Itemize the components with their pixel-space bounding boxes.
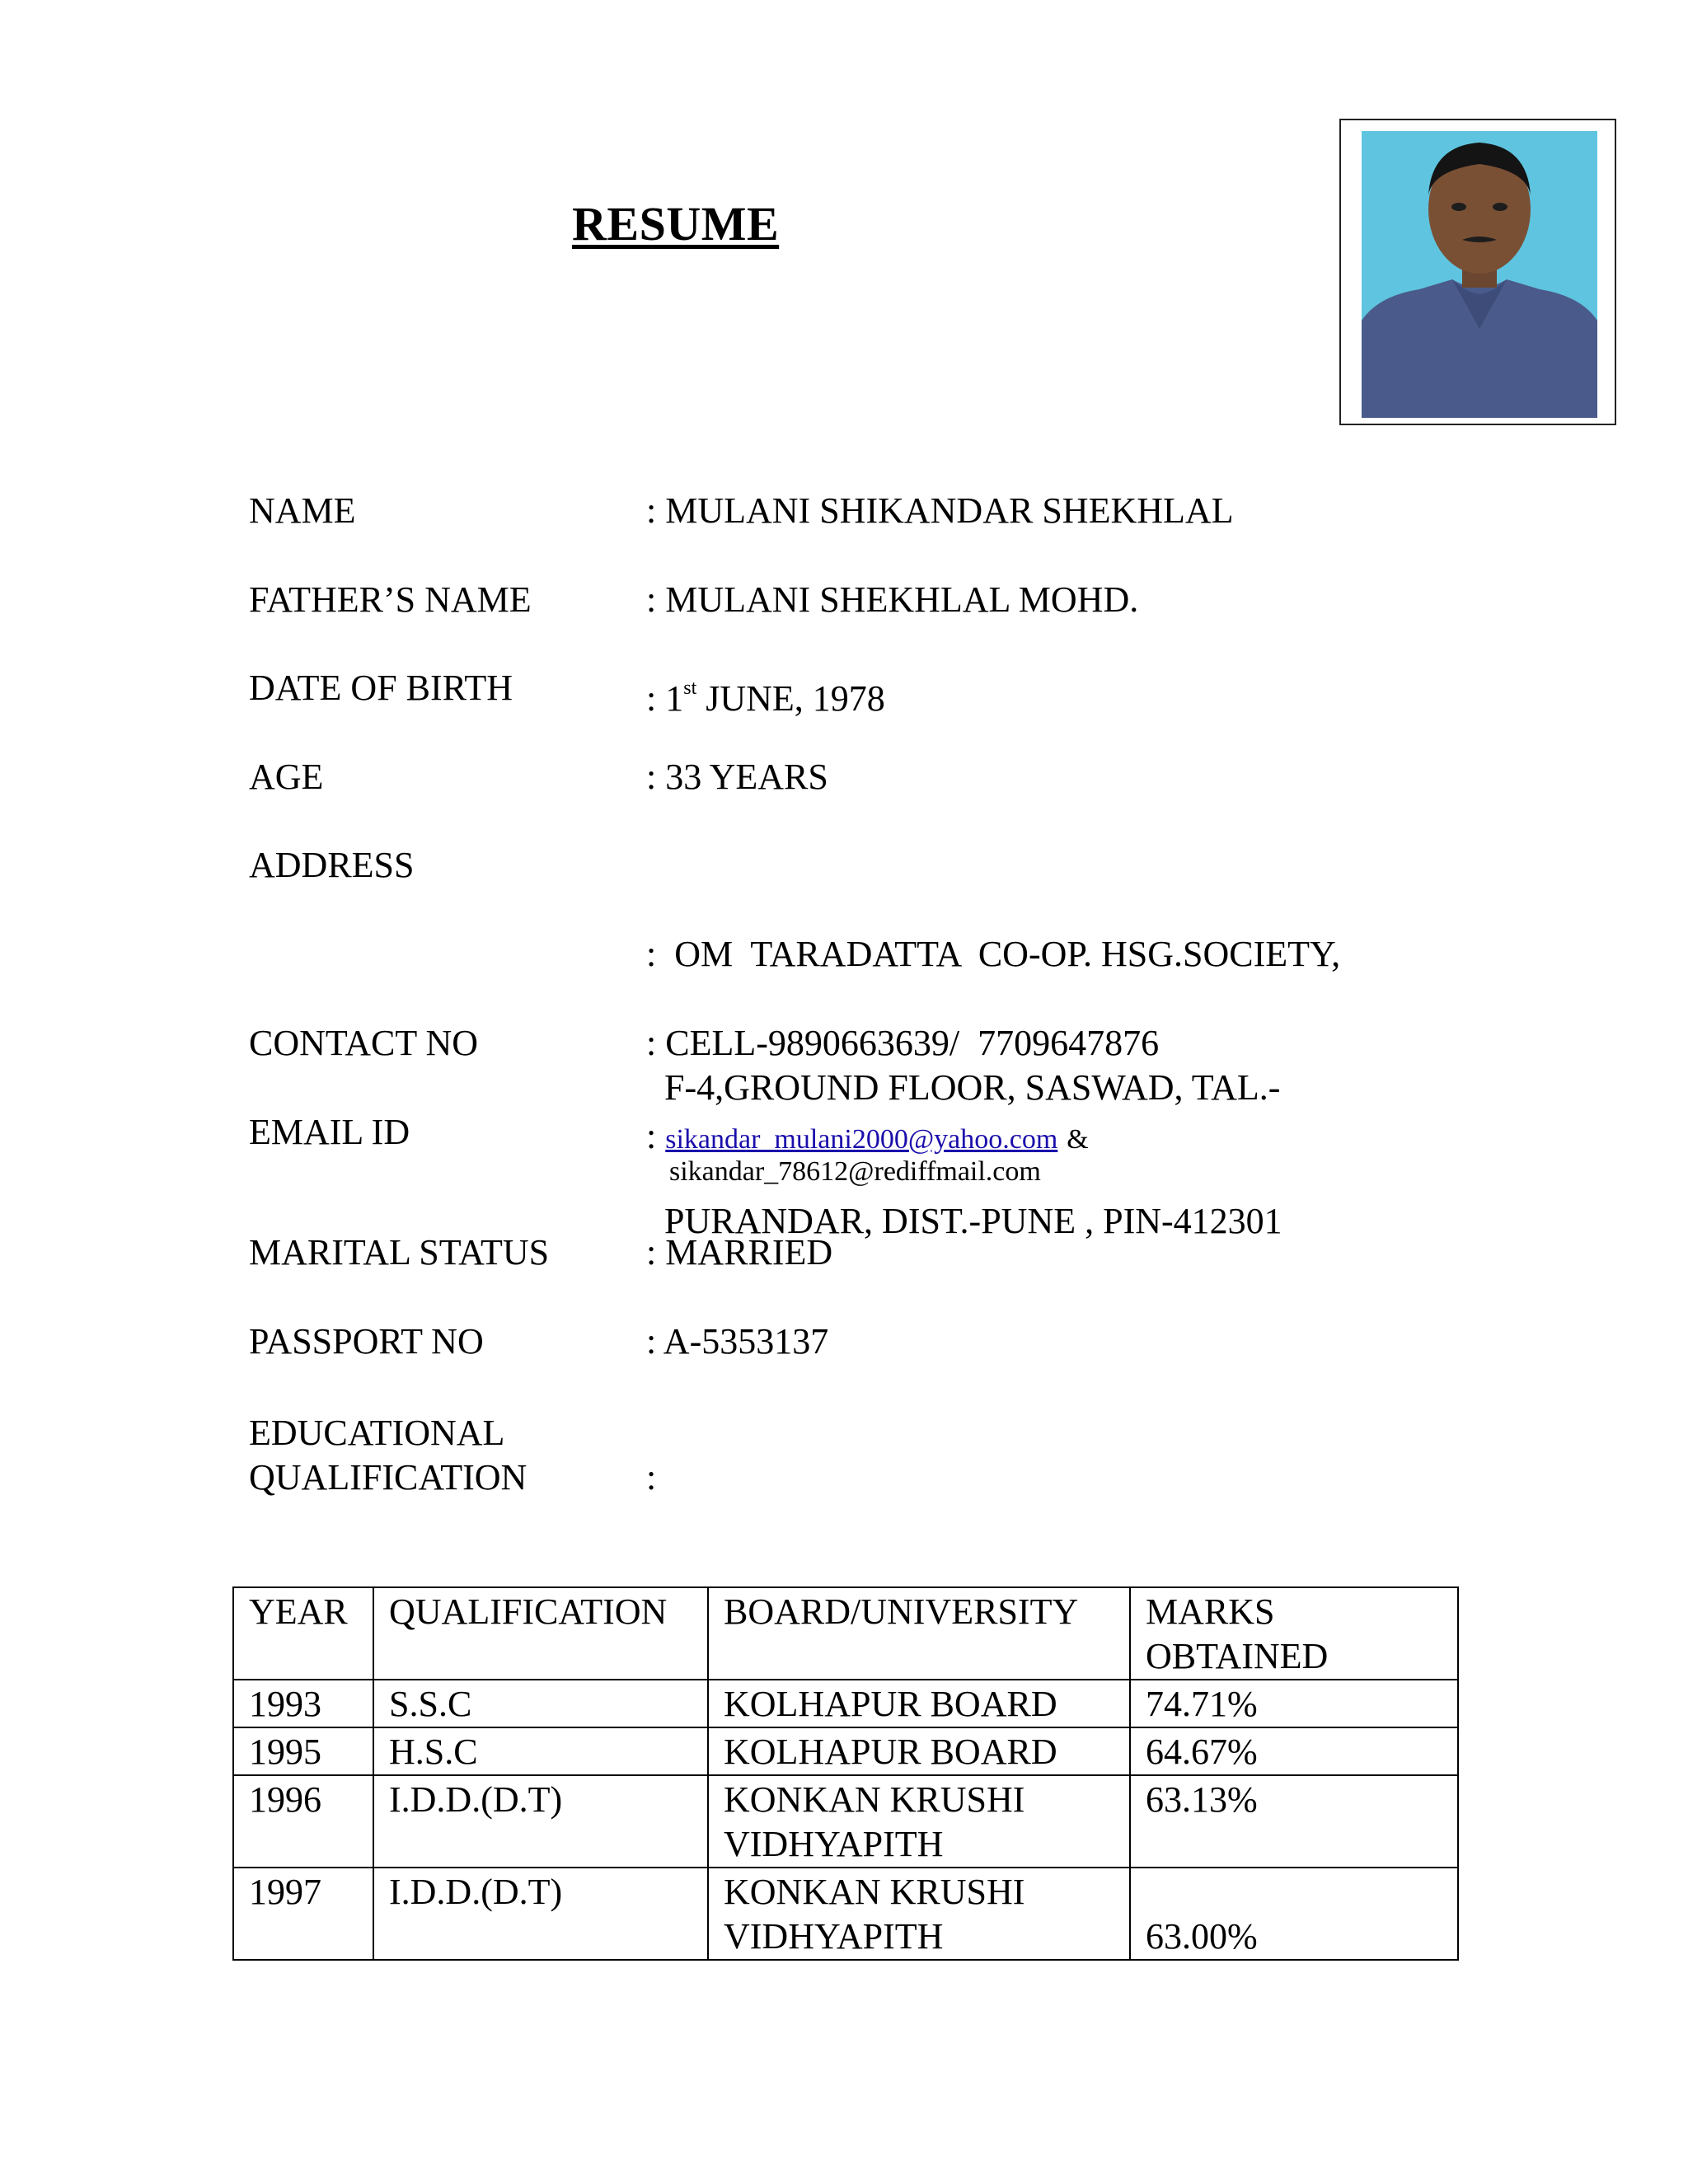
cell-board-line-1: KONKAN KRUSHI xyxy=(724,1872,1025,1912)
table-header-row xyxy=(233,1587,1458,1680)
address-line-2: F-4,GROUND FLOOR, SASWAD, TAL.- xyxy=(646,1067,1281,1108)
header-year: YEAR xyxy=(233,1587,373,1680)
email-label: EMAIL ID xyxy=(249,1112,410,1152)
contact-label: CONTACT NO xyxy=(249,1023,479,1063)
email-ampersand: & xyxy=(1067,1124,1089,1155)
address-line-3: PURANDAR, DIST.-PUNE , PIN-412301 xyxy=(646,1201,1282,1241)
address-value xyxy=(646,843,1340,1288)
cell-year: 1995 xyxy=(233,1727,373,1775)
table-row xyxy=(233,1775,1458,1868)
marital-status-label: MARITAL STATUS xyxy=(249,1232,550,1272)
marital-status-value: : MARRIED xyxy=(646,1232,833,1272)
email-colon: : xyxy=(646,1116,657,1156)
cell-board-line-2: VIDHYAPITH xyxy=(724,1916,944,1957)
email-secondary: sikandar_78612@rediffmail.com xyxy=(669,1156,1041,1187)
profile-photo xyxy=(1362,131,1597,418)
header-board: BOARD/UNIVERSITY xyxy=(708,1587,1130,1680)
age-label: AGE xyxy=(249,757,324,797)
cell-marks: 63.13% xyxy=(1130,1775,1458,1868)
cell-board-line-2: VIDHYAPITH xyxy=(724,1824,944,1864)
cell-year: 1993 xyxy=(233,1680,373,1727)
age-value: : 33 YEARS xyxy=(646,757,828,797)
cell-board xyxy=(708,1775,1130,1868)
father-name-label: FATHER’S NAME xyxy=(249,579,532,620)
header-qualification: QUALIFICATION xyxy=(373,1587,708,1680)
dob-value-suffix: JUNE, 1978 xyxy=(696,678,885,719)
email-link-primary[interactable]: sikandar_mulani2000@yahoo.com xyxy=(665,1124,1058,1155)
table-row xyxy=(233,1868,1458,1960)
header-marks-line-2: OBTAINED xyxy=(1146,1636,1329,1676)
cell-qualification: I.D.D.(D.T) xyxy=(373,1775,708,1868)
cell-board xyxy=(708,1868,1130,1960)
passport-label: PASSPORT NO xyxy=(249,1321,484,1361)
address-label: ADDRESS xyxy=(249,845,415,885)
dob-value-prefix: : 1 xyxy=(646,678,684,719)
cell-qualification: I.D.D.(D.T) xyxy=(373,1868,708,1960)
dob-value xyxy=(646,666,885,721)
education-colon: : xyxy=(646,1457,657,1497)
contact-value: : CELL-9890663639/ 7709647876 xyxy=(646,1023,1160,1063)
cell-marks: 64.67% xyxy=(1130,1727,1458,1775)
name-label: NAME xyxy=(249,490,356,531)
cell-year: 1997 xyxy=(233,1868,373,1960)
cell-marks: 63.00% xyxy=(1130,1868,1458,1960)
address-line-1: : OM TARADATTA CO-OP. HSG.SOCIETY, xyxy=(646,934,1341,974)
education-label-line-2: QUALIFICATION xyxy=(249,1457,528,1497)
profile-photo-frame xyxy=(1339,119,1616,425)
education-table xyxy=(232,1586,1459,1961)
cell-qualification: S.S.C xyxy=(373,1680,708,1727)
cell-board: KOLHAPUR BOARD xyxy=(708,1727,1130,1775)
father-name-value: : MULANI SHEKHLAL MOHD. xyxy=(646,579,1139,620)
passport-value: : A-5353137 xyxy=(646,1321,829,1361)
header-marks-line-1: MARKS xyxy=(1146,1591,1275,1632)
education-label xyxy=(249,1411,527,1500)
cell-qualification: H.S.C xyxy=(373,1727,708,1775)
table-row xyxy=(233,1680,1458,1727)
page-title: RESUME xyxy=(572,197,780,251)
cell-board-line-1: KONKAN KRUSHI xyxy=(724,1779,1025,1820)
table-row xyxy=(233,1727,1458,1775)
cell-marks: 74.71% xyxy=(1130,1680,1458,1727)
education-label-line-1: EDUCATIONAL xyxy=(249,1413,505,1453)
dob-value-superscript: st xyxy=(683,677,697,699)
header-marks xyxy=(1130,1587,1458,1680)
cell-year: 1996 xyxy=(233,1775,373,1868)
dob-label: DATE OF BIRTH xyxy=(249,668,513,708)
name-value: : MULANI SHIKANDAR SHEKHLAL xyxy=(646,490,1234,531)
cell-board: KOLHAPUR BOARD xyxy=(708,1680,1130,1727)
